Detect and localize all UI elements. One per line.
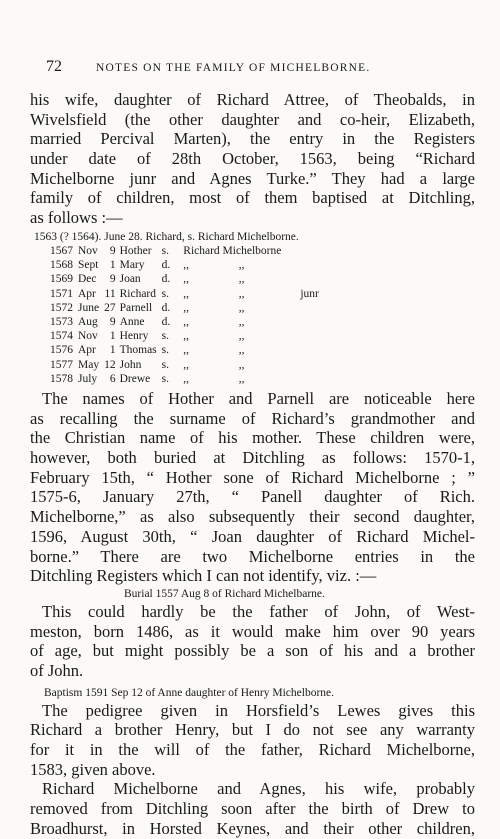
register-ditto: ,, bbox=[238, 344, 245, 357]
register-year: 1572 bbox=[50, 301, 73, 314]
register-note bbox=[286, 329, 324, 343]
register-ditto: ,, bbox=[238, 372, 245, 385]
register-name: Henry bbox=[119, 330, 149, 343]
register-name: Joan bbox=[119, 273, 141, 286]
register-year: 1577 bbox=[50, 358, 73, 371]
register-month: June bbox=[78, 301, 100, 314]
register-month: Apr bbox=[78, 344, 96, 357]
register-note bbox=[286, 258, 324, 272]
text-line: Broadhurst, in Horsted Keynes, and their other children, bbox=[30, 818, 475, 838]
text-line: Michelborne,” as also subsequently their second daughter, bbox=[30, 507, 475, 527]
text-line: under date of 28th October, 1563, being “Richard bbox=[30, 149, 475, 169]
register-relation: s. bbox=[161, 344, 170, 357]
register-month: July bbox=[78, 372, 98, 385]
register-row bbox=[50, 287, 324, 301]
running-head: NOTES ON THE FAMILY OF MICHELBORNE. bbox=[96, 62, 371, 74]
register-name: John bbox=[119, 358, 142, 371]
page-header bbox=[46, 58, 466, 78]
text-line: borne.” There are two Michelborne entries in the bbox=[30, 546, 475, 566]
register-parent: ,, bbox=[183, 287, 190, 300]
register-note bbox=[286, 244, 324, 258]
register-day: 1 bbox=[109, 330, 116, 343]
register-month: Dec bbox=[78, 273, 97, 286]
register-ditto: ,, bbox=[238, 287, 245, 300]
text-line: 1583, given above. bbox=[30, 759, 156, 779]
register-year: 1568 bbox=[50, 259, 73, 272]
register-relation: s. bbox=[161, 372, 170, 385]
text-line: married Percival Marten), the entry in the Registers bbox=[30, 129, 475, 149]
register-parent: ,, bbox=[183, 259, 190, 272]
register-relation: d. bbox=[161, 273, 171, 286]
register-note bbox=[286, 358, 324, 372]
register-day: 6 bbox=[109, 372, 116, 385]
register-parent: ,, bbox=[183, 344, 190, 357]
text-line: meston, born 1486, as it would make him over 90 years bbox=[30, 621, 475, 641]
register-year: 1569 bbox=[50, 273, 73, 286]
burial-entry: Burial 1557 Aug 8 of Richard Michelbarne. bbox=[124, 587, 325, 600]
register-table bbox=[50, 244, 324, 386]
register-day: 1 bbox=[109, 259, 116, 272]
register-day: 27 bbox=[104, 301, 116, 314]
register-parent: ,, bbox=[183, 372, 190, 385]
paragraph-4 bbox=[30, 701, 475, 780]
register-relation: d. bbox=[161, 259, 171, 272]
paragraph-1 bbox=[30, 90, 475, 228]
page-body bbox=[30, 90, 475, 838]
register-note bbox=[286, 272, 324, 286]
text-line: for it in the will of the father, Richard Michelborne, bbox=[30, 740, 475, 760]
register-name: Parnell bbox=[119, 301, 153, 314]
register-relation: s. bbox=[161, 330, 170, 343]
register-note bbox=[286, 372, 324, 386]
text-line: of age, but might possibly be a son of his and a brother bbox=[30, 641, 475, 661]
register-row bbox=[50, 372, 324, 386]
register-relation: d. bbox=[161, 301, 171, 314]
paragraph-3 bbox=[30, 602, 475, 681]
register-month: Nov bbox=[78, 245, 98, 258]
text-line: February 15th, “ Hother sone of Richard Michelborne ; ” bbox=[30, 467, 475, 487]
text-line: Ditchling Registers which I can not identify, viz. :— bbox=[30, 566, 377, 586]
page-number: 72 bbox=[46, 58, 62, 75]
register-year: 1578 bbox=[50, 372, 73, 385]
register-note bbox=[286, 343, 324, 357]
register-parent: ,, bbox=[183, 273, 190, 286]
register-day: 12 bbox=[104, 358, 116, 371]
register-month: Nov bbox=[78, 330, 98, 343]
register-relation: d. bbox=[161, 316, 171, 329]
register-row bbox=[50, 358, 324, 372]
text-line: 1575-6, January 27th, “ Panell daughter of Rich. bbox=[30, 487, 475, 507]
register-name: Hother bbox=[119, 245, 152, 258]
register-note: junr bbox=[300, 287, 319, 300]
text-line: removed from Ditchling soon after the birth of Drew to bbox=[30, 799, 475, 819]
register-month: Sept bbox=[78, 259, 99, 272]
register-month: Aug bbox=[78, 316, 98, 329]
register-parent: ,, bbox=[183, 358, 190, 371]
register-day: 9 bbox=[109, 316, 116, 329]
paragraph-5 bbox=[30, 779, 475, 838]
register-year: 1571 bbox=[50, 287, 73, 300]
register-year: 1567 bbox=[50, 245, 73, 258]
register-relation: s. bbox=[161, 358, 170, 371]
text-line: The names of Hother and Parnell are noticeable here bbox=[42, 389, 475, 409]
register-parent: ,, bbox=[183, 301, 190, 314]
text-line: family of children, most of them baptised at Ditchling, bbox=[30, 188, 475, 208]
text-line: of John. bbox=[30, 660, 84, 680]
register-ditto: ,, bbox=[238, 301, 245, 314]
text-line: Michelborne junr and Agnes Turke.” They had a large bbox=[30, 168, 475, 188]
register-row bbox=[50, 343, 324, 357]
text-line: the Christian name of his mother. These children were, bbox=[30, 428, 475, 448]
register-head: 1563 (? 1564). June 28. Richard, s. Richard Michelborne. bbox=[34, 230, 299, 243]
text-line: as recalling the surname of Richard’s grandmother and bbox=[30, 408, 475, 428]
text-line: however, both buried at Ditchling as follows: 1570-1, bbox=[30, 448, 475, 468]
register-name: Anne bbox=[119, 316, 145, 329]
register-month: May bbox=[78, 358, 100, 371]
paragraph-2 bbox=[30, 389, 475, 586]
register-row bbox=[50, 244, 324, 258]
register-row bbox=[50, 258, 324, 272]
register-relation: s. bbox=[161, 245, 170, 258]
register-day: 11 bbox=[104, 287, 116, 300]
register-parent: ,, bbox=[183, 330, 190, 343]
register-name: Drewe bbox=[119, 372, 151, 385]
register-year: 1576 bbox=[50, 344, 73, 357]
text-line: This could hardly be the father of John, of West- bbox=[42, 601, 475, 621]
register-name: Thomas bbox=[119, 344, 157, 357]
text-line: Wivelsfield (the other daughter and co-heir, Elizabeth, bbox=[30, 109, 475, 129]
register-note bbox=[286, 301, 324, 315]
register-name: Richard bbox=[119, 287, 156, 300]
register-row bbox=[50, 315, 324, 329]
register-day: 9 bbox=[109, 273, 116, 286]
register-ditto: ,, bbox=[238, 259, 245, 272]
text-line: Richard a brother Henry, but I do not see any warranty bbox=[30, 720, 475, 740]
text-line: The pedigree given in Horsfield’s Lewes gives this bbox=[42, 700, 475, 720]
register-parent: Richard Michelborne bbox=[183, 245, 282, 258]
register-day: 1 bbox=[109, 344, 116, 357]
text-line: his wife, daughter of Richard Attree, of Theobalds, in bbox=[30, 90, 475, 109]
register-year: 1574 bbox=[50, 330, 73, 343]
register-ditto: ,, bbox=[238, 316, 245, 329]
register-ditto: ,, bbox=[238, 330, 245, 343]
register-parent: ,, bbox=[183, 316, 190, 329]
register-name: Mary bbox=[119, 259, 145, 272]
register-row bbox=[50, 329, 324, 343]
register-row bbox=[50, 301, 324, 315]
register-note bbox=[286, 315, 324, 329]
register-ditto: ,, bbox=[238, 273, 245, 286]
register-extract bbox=[30, 230, 475, 386]
register-day: 9 bbox=[109, 245, 116, 258]
text-line: 1596, August 30th, “ Joan daughter of Richard Michel- bbox=[30, 526, 475, 546]
baptism-entry: Baptism 1591 Sep 12 of Anne daughter of Henry Michelborne. bbox=[44, 686, 334, 699]
text-line: as follows :— bbox=[30, 208, 123, 228]
register-year: 1573 bbox=[50, 316, 73, 329]
register-month: Apr bbox=[78, 287, 96, 300]
register-relation: s. bbox=[161, 287, 170, 300]
text-line: Richard Michelborne and Agnes, his wife, probably bbox=[42, 779, 475, 799]
register-ditto: ,, bbox=[238, 358, 245, 371]
register-row bbox=[50, 272, 324, 286]
